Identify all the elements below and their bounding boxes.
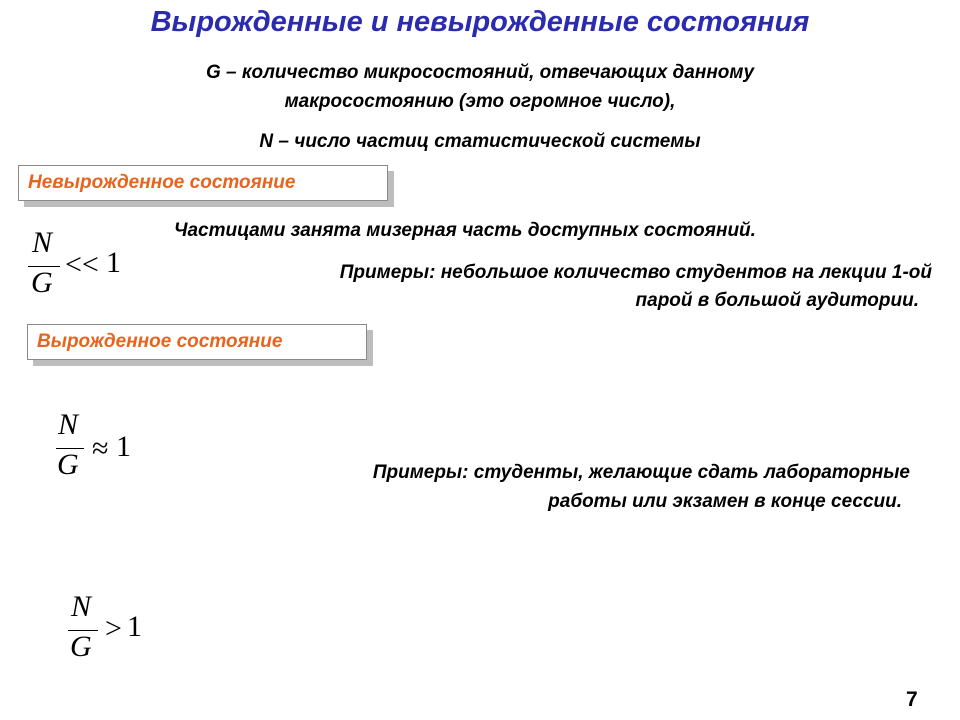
formula-1-rhs: 1 bbox=[106, 246, 121, 279]
formula-2-denominator: G bbox=[57, 448, 79, 481]
formula-1-relation: << bbox=[65, 248, 99, 281]
formula-1-numerator: N bbox=[32, 226, 53, 259]
degenerate-label-box bbox=[27, 324, 367, 360]
definition-n-line: N – число частиц статистической системы bbox=[259, 131, 701, 152]
nondegenerate-label-box bbox=[18, 165, 388, 201]
definition-g-line2: макросостоянию (это огромное число), bbox=[284, 91, 676, 112]
degenerate-example-line2: работы или экзамен в конце сессии. bbox=[548, 491, 902, 512]
formula-3-denominator: G bbox=[70, 630, 92, 663]
definition-g-line1: G – количество микросостояний, отвечающих данному bbox=[205, 62, 755, 83]
page-number: 7 bbox=[906, 688, 918, 711]
formula-2-numerator: N bbox=[58, 408, 79, 441]
formula-1-denominator: G bbox=[31, 266, 53, 299]
formula-2-rhs: 1 bbox=[116, 430, 131, 463]
slide-title: Вырожденные и невырожденные состояния bbox=[150, 6, 810, 38]
formula-3-rhs: 1 bbox=[127, 610, 142, 643]
nondegenerate-label: Невырожденное состояние bbox=[28, 172, 296, 193]
nondegenerate-description: Частицами занята мизерная часть доступных состояний. bbox=[174, 220, 756, 241]
nondegenerate-example-line2: парой в большой аудитории. bbox=[635, 290, 919, 311]
formula-greater bbox=[68, 590, 178, 670]
formula-3-relation: > bbox=[105, 612, 122, 645]
formula-much-less bbox=[28, 226, 138, 306]
degenerate-example-line1: Примеры: студенты, желающие сдать лабораторные bbox=[372, 462, 910, 483]
formula-3-numerator: N bbox=[71, 590, 92, 623]
nondegenerate-example-line1: Примеры: небольшое количество студентов на лекции 1-ой bbox=[339, 262, 932, 283]
degenerate-label: Вырожденное состояние bbox=[37, 331, 283, 352]
formula-2-relation: ≈ bbox=[92, 432, 109, 465]
